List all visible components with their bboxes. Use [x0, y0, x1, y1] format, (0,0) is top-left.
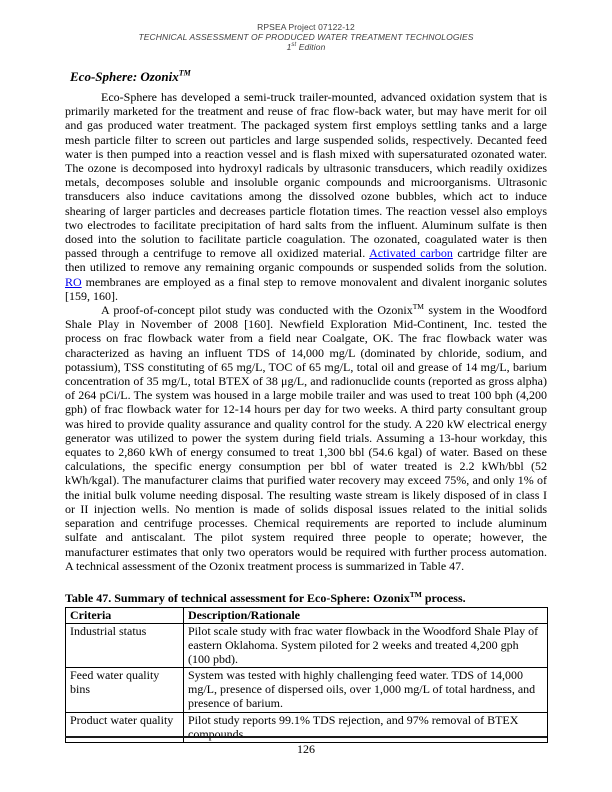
text-segment: A proof-of-concept pilot study was conducted with the Ozonix	[101, 303, 413, 318]
superscript-text: st	[291, 42, 297, 49]
page-number: 126	[297, 742, 315, 756]
table-row	[66, 624, 548, 668]
text-segment: system in the Woodford Shale Play in November of 2008 [160]. Newfield Exploration Mid-Continent, Inc. tested the process on frac flowback water from a field near Coalgate, OK. The frac flowback water was characterized as having an influent TDS of 14,000 mg/L (dominated by chloride, sodium, and potassium), TSS constituting of 65 mg/L, TOC of 65 mg/L, total oil and grease of 14 mg/L, barium concentration of 35 mg/L, total BTEX of 38 μg/L, and radionuclide counts (reported as gross alpha) of 264 pCi/L. The system was housed in a large mobile trailer and was used to treat 100 bph (4,200 gph) of frac flowback water for 12-14 hours per day for two weeks. A third party consultant group was hired to provide quality assurance and quality control for the study. A 220 kW electrical energy generator was utilized to power the system during field trials. Assuming a 13-hour workday, this equates to 2,860 kWh of energy consumed to treat 1,300 bbl (54.6 kgal) of water. Based on these calculations, the specific energy consumption per bbl of water treated is 2.2 kWh/bbl (52 kWh/kgal). The manufacturer claims that purified water recovery may exceed 75%, and only 1% of the initial bulk volume needing disposal. The resulting waste stream is likely disposed of in class I or II injection wells. No mention is made of solids disposal issues related to the initial solids separation and centrifuge processes. Chemical requirements are reported to include aluminum sulfate and antiscalant. The pilot system required three people to operate; however, the manufacturer estimates that only two operators would be required with further process automation. A technical assessment of the Ozonix treatment process is summarized in Table 47.	[65, 303, 547, 573]
superscript-text: TM	[412, 302, 424, 312]
header-report-title: TECHNICAL ASSESSMENT OF PRODUCED WATER TREATMENT TECHNOLOGIES	[138, 32, 474, 42]
table-caption	[65, 591, 547, 605]
page-content	[65, 69, 547, 743]
section-title-text: Eco-Sphere: Ozonix	[70, 69, 179, 84]
trademark-superscript: TM	[178, 68, 191, 78]
page-footer	[65, 736, 547, 756]
activated-carbon-link[interactable]: Activated carbon	[369, 246, 453, 261]
table-header-row	[66, 607, 548, 623]
text-segment: Eco-Sphere has developed a semi-truck trailer-mounted, advanced oxidation system that is primarily marketed for the treatment and reuse of frac flow-back water, but may have merit for oil and gas produced water treatment. The packaged system first employs settling tanks and a large mesh particle filter to screen out particles and large suspended solids, respectively. Decanted feed water is then pumped into a reaction vessel and is flash mixed with supersaturated ozonated water. The ozone is decomposed into hydroxyl radicals by ultrasonic transducers, which readily oxidizes metals, decomposes soluble and insoluble organic compounds and microorganisms. Ultrasonic transducers also induce cavitations among the dissolved ozone bubbles, which act to induce shearing of larger particles and decreases particle flotation times. The reaction vessel also employs two electrodes to facilitate precipitation of hard salts from the influent. Aluminum sulfate is then dosed into the solution to facilitate particle coagulation. The ozonated, coagulated water is then passed through a centrifuge to remove all oxidized material.	[65, 90, 547, 261]
assessment-table	[65, 607, 548, 743]
header-project-line: RPSEA Project 07122-12	[257, 22, 355, 32]
assessment-table-body	[66, 624, 548, 743]
text-segment: Table 47. Summary of technical assessment for Eco-Sphere: Ozonix	[65, 590, 410, 605]
description-cell: Pilot scale study with frac water flowback in the Woodford Shale Play of eastern Oklahoma. System piloted for 2 weeks and treated 4,200 gph (100 pbd).	[184, 624, 548, 668]
page-header	[0, 0, 612, 52]
criteria-cell: Product water quality	[66, 712, 184, 742]
header-edition	[0, 42, 612, 52]
text-segment: process.	[421, 590, 466, 605]
text-segment: Edition	[296, 42, 326, 52]
table-row	[66, 668, 548, 712]
text-segment: membranes are employed as a final step to remove monovalent and divalent inorganic solutes [159, 160].	[65, 274, 547, 303]
section-heading	[70, 69, 547, 84]
description-cell: Pilot study reports 99.1% TDS rejection, and 97% removal of BTEX compounds.	[184, 712, 548, 742]
description-cell: System was tested with highly challenging feed water. TDS of 14,000 mg/L, presence of dispersed oils, over 1,000 mg/L of total hardness, and presence of barium.	[184, 668, 548, 712]
paragraph-1	[65, 90, 547, 303]
description-column-header: Description/Rationale	[184, 607, 548, 623]
criteria-column-header: Criteria	[66, 607, 184, 623]
paragraph-2	[65, 303, 547, 573]
text-segment: cartridge filter are then utilized to remove any remaining organic compounds or suspended solids from the solution.	[65, 246, 547, 275]
text-segment: 1	[286, 42, 292, 52]
superscript-text: TM	[409, 589, 422, 599]
criteria-cell: Feed water quality bins	[66, 668, 184, 712]
criteria-cell: Industrial status	[66, 624, 184, 668]
ro-link[interactable]: RO	[65, 274, 82, 289]
